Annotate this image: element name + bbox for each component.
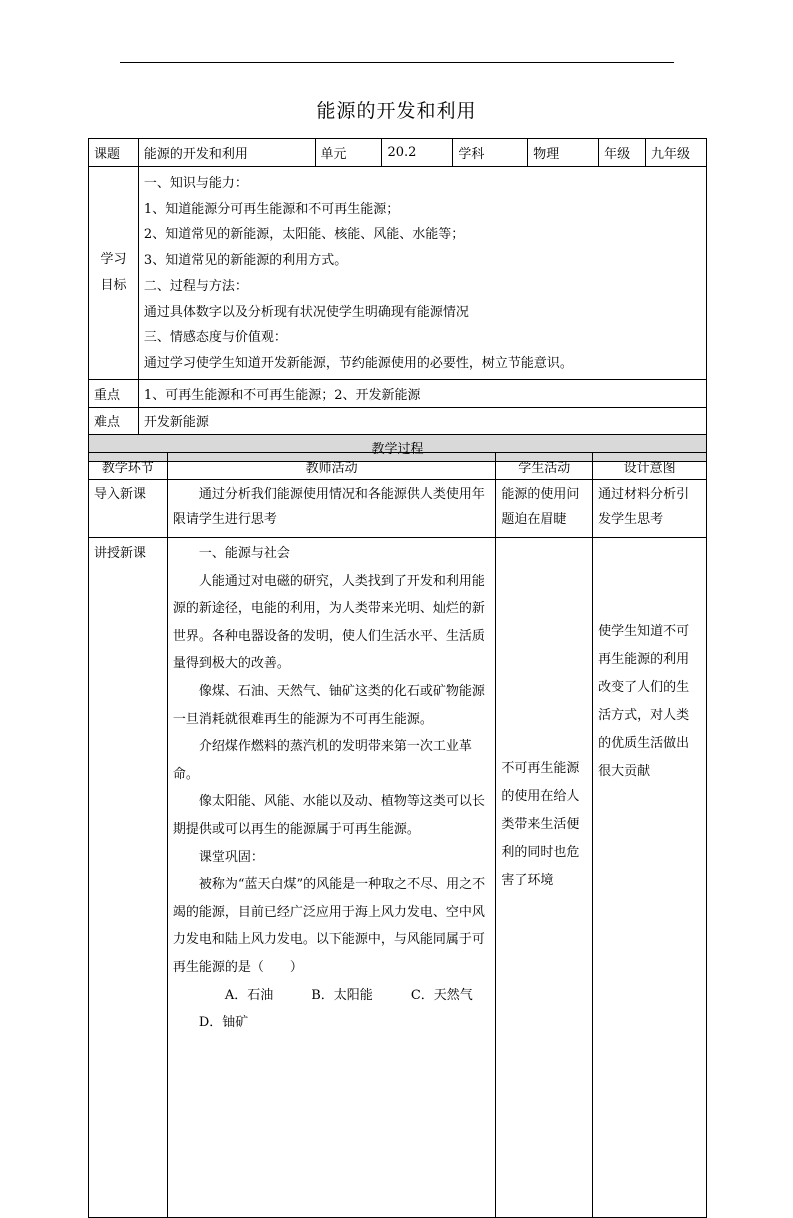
teach-row	[89, 538, 707, 1218]
goal-line: 1、知道能源分可再生能源和不可再生能源；	[143, 201, 400, 217]
difficulty-row	[89, 407, 707, 434]
grade-label: 年级	[599, 139, 646, 167]
teach-paragraph: 课堂巩固：	[198, 849, 264, 865]
intro-stage: 导入新课	[89, 480, 168, 538]
goals-body	[138, 167, 706, 380]
teach-teacher	[167, 538, 495, 1218]
teach-student: 不可再生能源的使用在给人类带来生活便利的同时也危害了环境	[496, 538, 593, 1218]
subject-label: 学科	[453, 139, 528, 167]
teach-paragraph: 像煤、石油、天然气、铀矿这类的化石或矿物能源一旦消耗就很难再生的能源为不可再生能源。	[172, 683, 485, 727]
column-header: 教学环节	[89, 453, 168, 480]
goals-label	[89, 167, 139, 380]
teaching-process-table	[88, 452, 707, 1218]
quiz-question: 被称为“蓝天白煤”的风能是一种取之不尽、用之不竭的能源，目前已经广泛应用于海上风力发电、空中风力发电和陆上风力发电。以下能源中，与风能同属于可再生能源的是（ ）	[172, 877, 486, 975]
quiz-options	[173, 982, 490, 1037]
intro-row	[89, 480, 707, 538]
process-title: 教学过程	[89, 434, 707, 461]
goals-label-line2: 目标	[100, 277, 127, 293]
column-header: 设计意图	[593, 453, 707, 480]
lesson-info-table	[88, 138, 707, 462]
columns-header-row	[89, 453, 707, 480]
difficulty-label: 难点	[89, 407, 139, 434]
goals-row	[89, 167, 707, 380]
difficulty-value: 开发新能源	[138, 407, 706, 434]
quiz-option: B．太阳能	[311, 987, 373, 1003]
teach-stage: 讲授新课	[89, 538, 168, 1218]
goal-line: 一、知识与能力：	[143, 176, 248, 191]
goal-line: 三、情感态度与价值观：	[143, 330, 287, 346]
goal-line: 3、知道常见的新能源的利用方式。	[143, 253, 348, 269]
unit-label: 单元	[315, 139, 382, 167]
key-point-row	[89, 379, 707, 407]
subject-value: 物理	[528, 139, 599, 167]
topic-value: 能源的开发和利用	[138, 139, 315, 167]
teach-paragraph: 人能通过对电磁的研究，人类找到了开发和利用能源的新途径，电能的利用，为人类带来光明、灿烂的新世界。各种电器设备的发明，使人们生活水平、生活质量得到极大的改善。	[172, 573, 485, 672]
intro-student: 能源的使用问题迫在眉睫	[496, 480, 593, 538]
quiz-option: A．石油	[224, 987, 274, 1003]
key-point-label: 重点	[89, 379, 139, 407]
teach-paragraph: 介绍煤作燃料的蒸汽机的发明带来第一次工业革命。	[172, 739, 472, 782]
teach-paragraph: 像太阳能、风能、水能以及动、植物等这类可以长期提供或可以再生的能源属于可再生能源。	[172, 794, 485, 837]
grade-value: 九年级	[646, 139, 707, 167]
goal-line: 2、知道常见的新能源，太阳能、核能、风能、水能等；	[143, 227, 465, 243]
unit-value: 20.2	[382, 139, 453, 167]
teach-paragraph: 一、能源与社会	[198, 546, 290, 561]
goal-line: 二、过程与方法：	[143, 278, 248, 294]
goal-line: 通过学习使学生知道开发新能源，节约能源使用的必要性，树立节能意识。	[143, 355, 573, 371]
goal-line: 通过具体数字以及分析现有状况使学生明确现有能源情况	[143, 304, 469, 320]
info-row	[89, 139, 707, 167]
intro-design: 通过材料分析引发学生思考	[593, 480, 707, 538]
goals-label-line1: 学习	[100, 251, 127, 267]
teach-design: 使学生知道不可再生能源的利用改变了人们的生活方式，对人类的优质生活做出很大贡献	[593, 538, 707, 1218]
key-point-value: 1、可再生能源和不可再生能源；2、开发新能源	[138, 379, 706, 407]
topic-label: 课题	[89, 139, 139, 167]
quiz-option: D．铀矿	[198, 1015, 249, 1031]
page-title: 能源的开发和利用	[316, 100, 477, 122]
quiz-option: C．天然气	[410, 987, 473, 1003]
header-rule	[120, 62, 674, 63]
column-header: 学生活动	[496, 453, 593, 480]
intro-teacher: 通过分析我们能源使用情况和各能源供人类使用年限请学生进行思考	[167, 480, 495, 538]
column-header: 教师活动	[167, 453, 495, 480]
